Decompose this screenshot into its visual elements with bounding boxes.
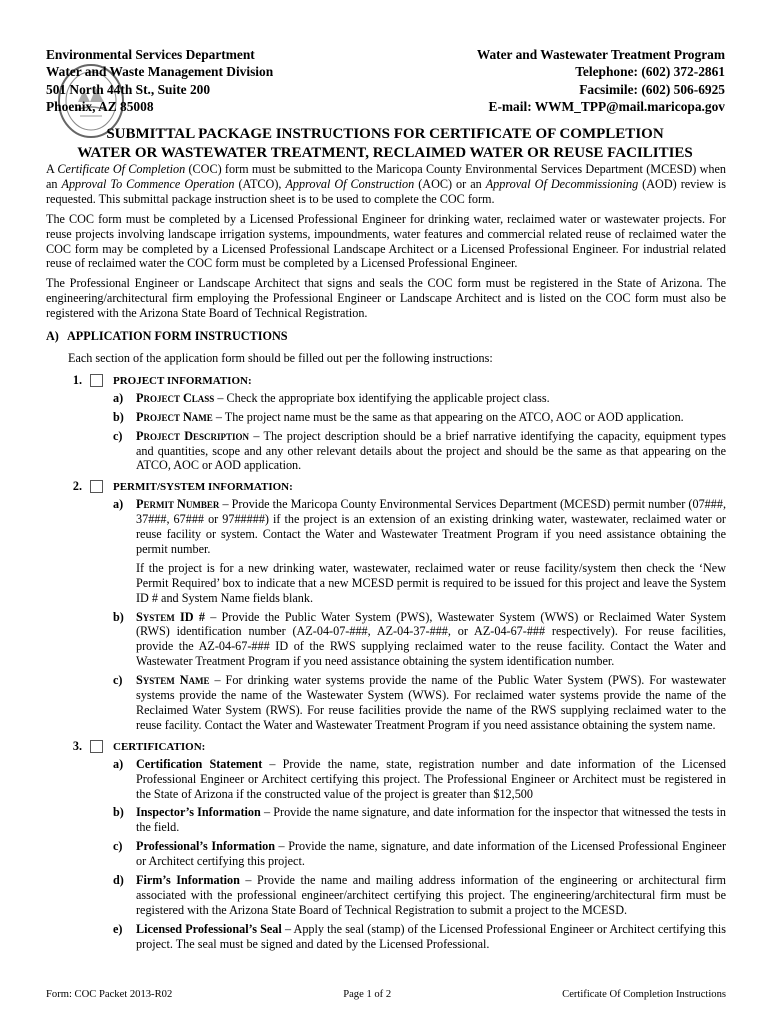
item-term: System ID # [136,609,205,624]
item-description: – Provide the Public Water System (PWS), Wastewater System (WWS) or Reclaimed Water System (RWS) identification number (AZ-04-07-###, AZ-04-37-###, or AZ-04-67-### respectively). For reuse facilities, provide the AZ-04-67-### ID of the RWS supplying reclaimed water to the reuse facility. Contact the Water and Wastewater Treatment Program if you need assistance obtaining the system identification number. [136,609,727,669]
section-title: PROJECT INFORMATION: [113,374,252,387]
item-description: – For drinking water systems provide the name of the Public Water System (PWS). For wastewater systems provide the name of the Wastewater System (WWS). For reclaimed water systems provide the name of the Reclaimed Water System (RWS). For reuse facilities provide the name of the RWS supplying reclaimed water to the reuse facility. Contact the Water and Wastewater Treatment Program if you need assistance obtaining the system name. [136,673,726,732]
header-left-line: 501 North 44th St., Suite 200 [46,81,211,97]
item-term: Professional’s Information [136,839,275,854]
item-text [136,497,726,557]
item-term: Licensed Professional’s Seal [136,921,282,936]
section-checkbox[interactable] [90,740,103,753]
section-checkbox[interactable] [90,480,103,493]
item-label: e) [113,921,123,936]
page-footer [46,989,726,1000]
item-label: b) [113,409,124,424]
item-description: – Check the appropriate box identifying the applicable project class. [214,390,550,405]
item-label: a) [113,756,124,771]
instruction-item [46,673,726,733]
item-label: a) [113,390,124,405]
coc-completion-paragraph: The COC form must be completed by a Licensed Professional Engineer for drinking water, reclaimed water or wastewater projects. For reuse projects involving landscape irrigation systems, impoundments, water features and commercial related reuse of reclaimed water the COC form may be completed by a Licensed Professional Landscape Architect or a Licensed Professional Engineer. For industrial related reuse of reclaimed water the COC form must be completed by a Licensed Professional Engineer. [46,211,726,271]
instruction-item [46,873,726,918]
registration-paragraph: The Professional Engineer or Landscape Architect that signs and seals the COC form must be registered in the State of Arizona. The engineering/architectural firm employing the Professional Engineer or Landscape Architect and is listed on the COC form must also be registered with the Arizona State Board of Technical Registration. [46,276,726,321]
footer-doc-title: Certificate Of Completion Instructions [562,989,726,1000]
header-right-line: Facsimile: (602) 506-6925 [579,81,725,97]
item-text [136,391,726,406]
intro-paragraph: A Certificate Of Completion (COC) form must be submitted to the Maricopa County Environmental Services Department (MCESD) when an Approval To Commence Operation (ATCO), Approval Of Construction (AOC) or an Approval Of Decommissioning (AOD) review is requested. This submittal package instruction sheet is to be used to complete the COC form. [46,162,727,206]
header-program-contact [477,46,725,115]
item-term: Project Name [136,409,213,424]
item-term: Project Class [136,390,215,405]
header-left-line: Environmental Services Department [46,47,255,62]
section-heading [46,479,726,495]
section-title: CERTIFICATION: [113,740,206,753]
item-term: Inspector’s Information [136,805,261,820]
item-text [136,410,726,425]
item-description: – Provide the name, state, registration number and date information of the Licensed Professional Engineer or Architect certifying this project. The Professional Engineer or Architect must be registered in the State of Arizona if the constructed value of the project is greater than $12,500 [136,756,726,801]
item-text [136,805,726,835]
item-text [136,757,726,802]
instruction-item [46,839,726,869]
header-right-line: Water and Wastewater Treatment Program [476,47,725,62]
item-description: – Provide the name and mailing address information of the engineering or architectural firm associated with the professional engineer/architect certifying this project. The engineering/architectural firm must be registered with the Arizona State Board of Technical Registration to submit a project to the MCESD. [136,873,726,917]
section-a-heading: A) APPLICATION FORM INSTRUCTIONS [46,329,288,344]
header-left-line: Water and Waste Management Division [46,64,274,80]
section-number: 1. [72,372,82,387]
item-label: d) [113,873,124,888]
item-term: Firm’s Information [136,873,240,888]
instruction-item [46,410,726,425]
section-title: PERMIT/SYSTEM INFORMATION: [113,481,293,494]
item-label: a) [113,497,124,512]
document-title-line-2: WATER OR WASTEWATER TREATMENT, RECLAIMED WATER OR REUSE FACILITIES [77,145,693,161]
instruction-item [46,429,726,474]
item-description: – Provide the name, signature, and date information of the Licensed Professional Engineer or Architect certifying this project. [136,839,727,869]
item-term: System Name [136,673,210,688]
section-a-intro: Each section of the application form should be filled out per the following instructions: [68,350,493,365]
item-label: c) [113,673,123,688]
instruction-item [46,497,726,557]
section-checkbox[interactable] [90,374,103,387]
item-text [136,429,726,474]
item-term: Permit Number [136,497,220,512]
item-text [136,610,726,670]
instruction-item [46,805,726,835]
item-text [136,873,726,918]
instruction-continuation: If the project is for a new drinking water, wastewater, reclaimed water or reuse facility/system then check the ‘New Permit Required’ box to indicate that a new MCESD permit is required to be issued for this project and leave the System ID # and System Name fields blank. [136,560,726,605]
item-text [136,839,726,869]
item-term: Project Description [136,428,250,443]
header-left-line: Phoenix, AZ 85008 [46,98,154,114]
document-title-line-1: SUBMITTAL PACKAGE INSTRUCTIONS FOR CERTIFICATE OF COMPLETION [106,126,664,142]
item-label: b) [113,805,124,820]
item-label: c) [113,428,123,443]
section-heading [46,739,726,755]
section-number: 2. [72,479,82,494]
section-heading [46,373,726,389]
item-term: Certification Statement [136,756,263,771]
header-right-line: Telephone: (602) 372-2861 [575,64,725,80]
item-description: – Provide the Maricopa County Environmental Services Department (MCESD) permit number (07###, 37###, 67### or 97#####) if the project is an extension of an existing drinking water, wastewater, reclaimed water or reuse facility or system. Contact the Water and Wastewater Treatment Program if you need assistance obtaining the permit number. [136,497,727,556]
instruction-item [46,391,726,406]
document-body [46,162,726,956]
item-description: – Apply the seal (stamp) of the Licensed Professional Engineer or Architect certifying this project. The seal must be signed and dated by the Licensed Professional. [136,921,726,951]
instruction-sections [46,373,726,952]
item-text [136,922,726,952]
footer-page-number: Page 1 of 2 [343,989,392,1000]
item-text [136,673,726,733]
item-description: – The project name must be the same as that appearing on the ATCO, AOC or AOD application. [212,409,684,424]
instruction-item [46,922,726,952]
instruction-item [46,757,726,802]
instruction-item [46,610,726,670]
item-label: c) [113,839,123,854]
section-number: 3. [72,738,82,753]
item-description: – Provide the name signature, and date information for the inspector that witnessed the tests in the field. [136,805,726,835]
item-description: – The project description should be a brief narrative identifying the capacity, equipment types and quantities, scope and any other relevant details about the project and should be the same as that appearing on the ATCO, AOC or AOD application. [136,428,727,473]
header-right-line: E-mail: WWM_TPP@mail.maricopa.gov [488,98,725,114]
item-label: b) [113,609,124,624]
header-department-address [46,46,273,115]
footer-form-id: Form: COC Packet 2013-R02 [46,989,173,1000]
